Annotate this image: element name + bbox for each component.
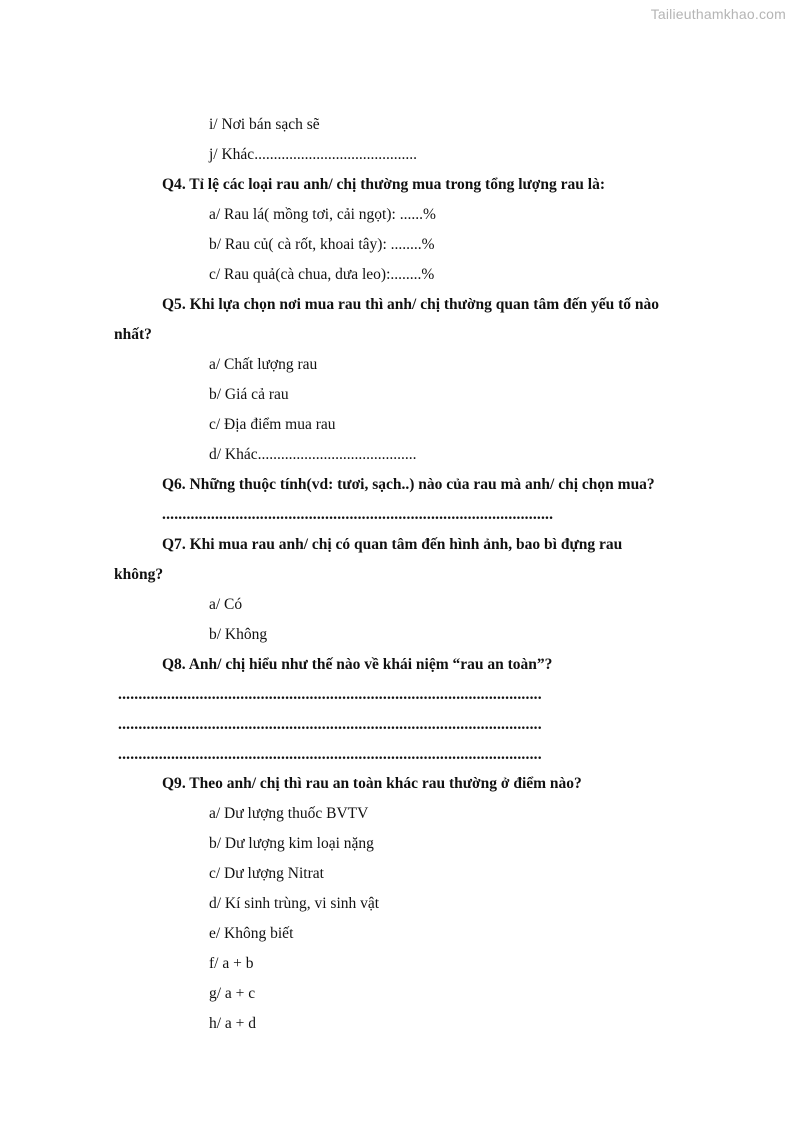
- q4-question: [162, 175, 605, 195]
- q7-option-b: b/ Không: [209, 626, 268, 643]
- q9-option-g: g/ a + c: [209, 985, 256, 1002]
- q9-option-a: a/ Dư lượng thuốc BVTV: [209, 805, 369, 822]
- q4-option-c: c/ Rau quả(cà chua, dưa leo):........%: [209, 266, 435, 283]
- q3-option-i: i/ Nơi bán sạch sẽ: [209, 116, 320, 133]
- q9-option-d: d/ Kí sinh trùng, vi sinh vật: [209, 895, 380, 912]
- watermark: Tailieuthamkhao.com: [650, 6, 786, 22]
- q8-question: Q8. Anh/ chị hiểu như thế nào về khái niệm “rau an toàn”?: [162, 656, 553, 673]
- q3-option-j: j/ Khác..........................................: [209, 146, 417, 163]
- q5-question: [162, 295, 718, 315]
- q4-number: Q4: [162, 176, 182, 193]
- q9-option-h: h/ a + d: [209, 1015, 257, 1032]
- q9-option-e: e/ Không biết: [209, 925, 294, 942]
- q9-text: . Theo anh/ chị thì rau an toàn khác rau thường ở điểm nào?: [181, 775, 582, 792]
- q5-number: Q5: [162, 296, 182, 313]
- q8-answer-line: ........................................................................................................: [118, 746, 542, 763]
- q9-option-c: c/ Dư lượng Nitrat: [209, 865, 324, 882]
- q7-text: . Khi mua rau anh/ chị có quan tâm đến hình ảnh, bao bì đựng rau: [181, 536, 623, 553]
- q5-option-b: b/ Giá cả rau: [209, 386, 289, 403]
- q8-answer-line: ........................................................................................................: [118, 716, 542, 733]
- q6-answer-line: ................................................................................................: [162, 506, 554, 523]
- q9-option-f: f/ a + b: [209, 955, 254, 972]
- q4-text: . Tỉ lệ các loại rau anh/ chị thường mua trong tổng lượng rau là:: [181, 176, 605, 193]
- q5-option-a: a/ Chất lượng rau: [209, 356, 318, 373]
- q5-text: . Khi lựa chọn nơi mua rau thì anh/ chị thường quan tâm đến yếu tố nào: [181, 296, 660, 313]
- q7-option-a: a/ Có: [209, 596, 243, 613]
- q7-number: Q7: [162, 536, 182, 553]
- q9-option-b: b/ Dư lượng kim loại nặng: [209, 835, 374, 852]
- q4-option-b: b/ Rau củ( cà rốt, khoai tây): ........%: [209, 236, 435, 253]
- q5-option-d: d/ Khác.........................................: [209, 446, 417, 463]
- q6-question: Q6. Những thuộc tính(vd: tươi, sạch..) nào của rau mà anh/ chị chọn mua?: [162, 476, 655, 493]
- q9-question: [162, 774, 582, 794]
- q5-option-c: c/ Địa điểm mua rau: [209, 416, 336, 433]
- q4-option-a: a/ Rau lá( mồng tơi, cải ngọt): ......%: [209, 206, 436, 223]
- q5-text-continued: nhất?: [114, 326, 152, 343]
- q7-question: [162, 535, 622, 555]
- q8-answer-line: ........................................................................................................: [118, 686, 542, 703]
- q7-text-continued: không?: [114, 566, 164, 583]
- q9-number: Q9: [162, 775, 182, 792]
